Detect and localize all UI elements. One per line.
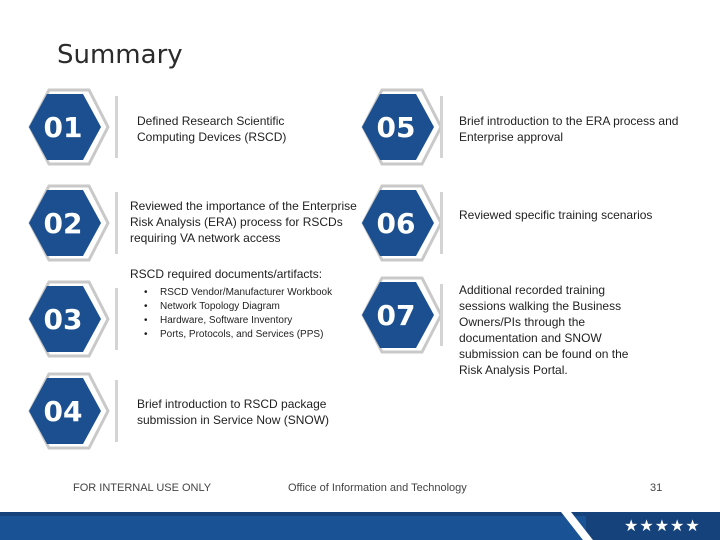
bullet-item: • Hardware, Software Inventory	[144, 314, 365, 328]
stars-icon: ★★★★★	[624, 516, 701, 535]
hex-badge-01	[27, 88, 111, 166]
bullet-item: • Ports, Protocols, and Services (PPS)	[144, 328, 365, 342]
divider	[115, 96, 118, 158]
divider	[440, 284, 443, 346]
item-number: 01	[43, 110, 83, 144]
item-number: 07	[376, 298, 416, 332]
divider	[115, 288, 118, 350]
footer-office: Office of Information and Technology	[288, 482, 467, 494]
hex-badge-02	[27, 184, 111, 262]
item-number: 03	[43, 302, 83, 336]
hex-badge-03	[27, 280, 111, 358]
item-text: Brief introduction to the ERA process and Enterprise approval	[459, 114, 679, 144]
item-text: Reviewed the importance of the Enterprise Risk Analysis (ERA) process for RSCDs requiring VA network access	[130, 199, 357, 245]
bullet-item: • Network Topology Diagram	[144, 300, 365, 314]
divider	[440, 96, 443, 158]
item-number: 06	[376, 206, 416, 240]
item-number: 04	[43, 394, 83, 428]
hex-badge-06	[360, 184, 444, 262]
item-block-03	[130, 266, 365, 342]
divider	[115, 380, 118, 442]
divider	[115, 192, 118, 254]
item-text: Defined Research Scientific Computing Devices (RSCD)	[137, 114, 287, 144]
hex-badge-04	[27, 372, 111, 450]
footer-bar-accent	[0, 516, 586, 540]
bullet-item: • RSCD Vendor/Manufacturer Workbook	[144, 286, 365, 300]
bullet-list	[130, 286, 365, 342]
footer-classification: FOR INTERNAL USE ONLY	[73, 482, 212, 494]
item-text: Reviewed specific training scenarios	[459, 208, 653, 222]
hex-badge-05	[360, 88, 444, 166]
item-text: RSCD required documents/artifacts:	[130, 267, 323, 281]
divider	[440, 192, 443, 254]
item-number: 05	[376, 110, 416, 144]
item-number: 02	[43, 206, 83, 240]
page-title: Summary	[57, 40, 183, 70]
item-text: Brief introduction to RSCD package submission in Service Now (SNOW)	[137, 397, 330, 427]
item-text: Additional recorded training sessions walking the Business Owners/PIs through the documentation and SNOW submission can be found on the Risk Analysis Portal.	[459, 283, 629, 377]
hex-badge-07	[360, 276, 444, 354]
page-number: 31	[650, 482, 663, 494]
